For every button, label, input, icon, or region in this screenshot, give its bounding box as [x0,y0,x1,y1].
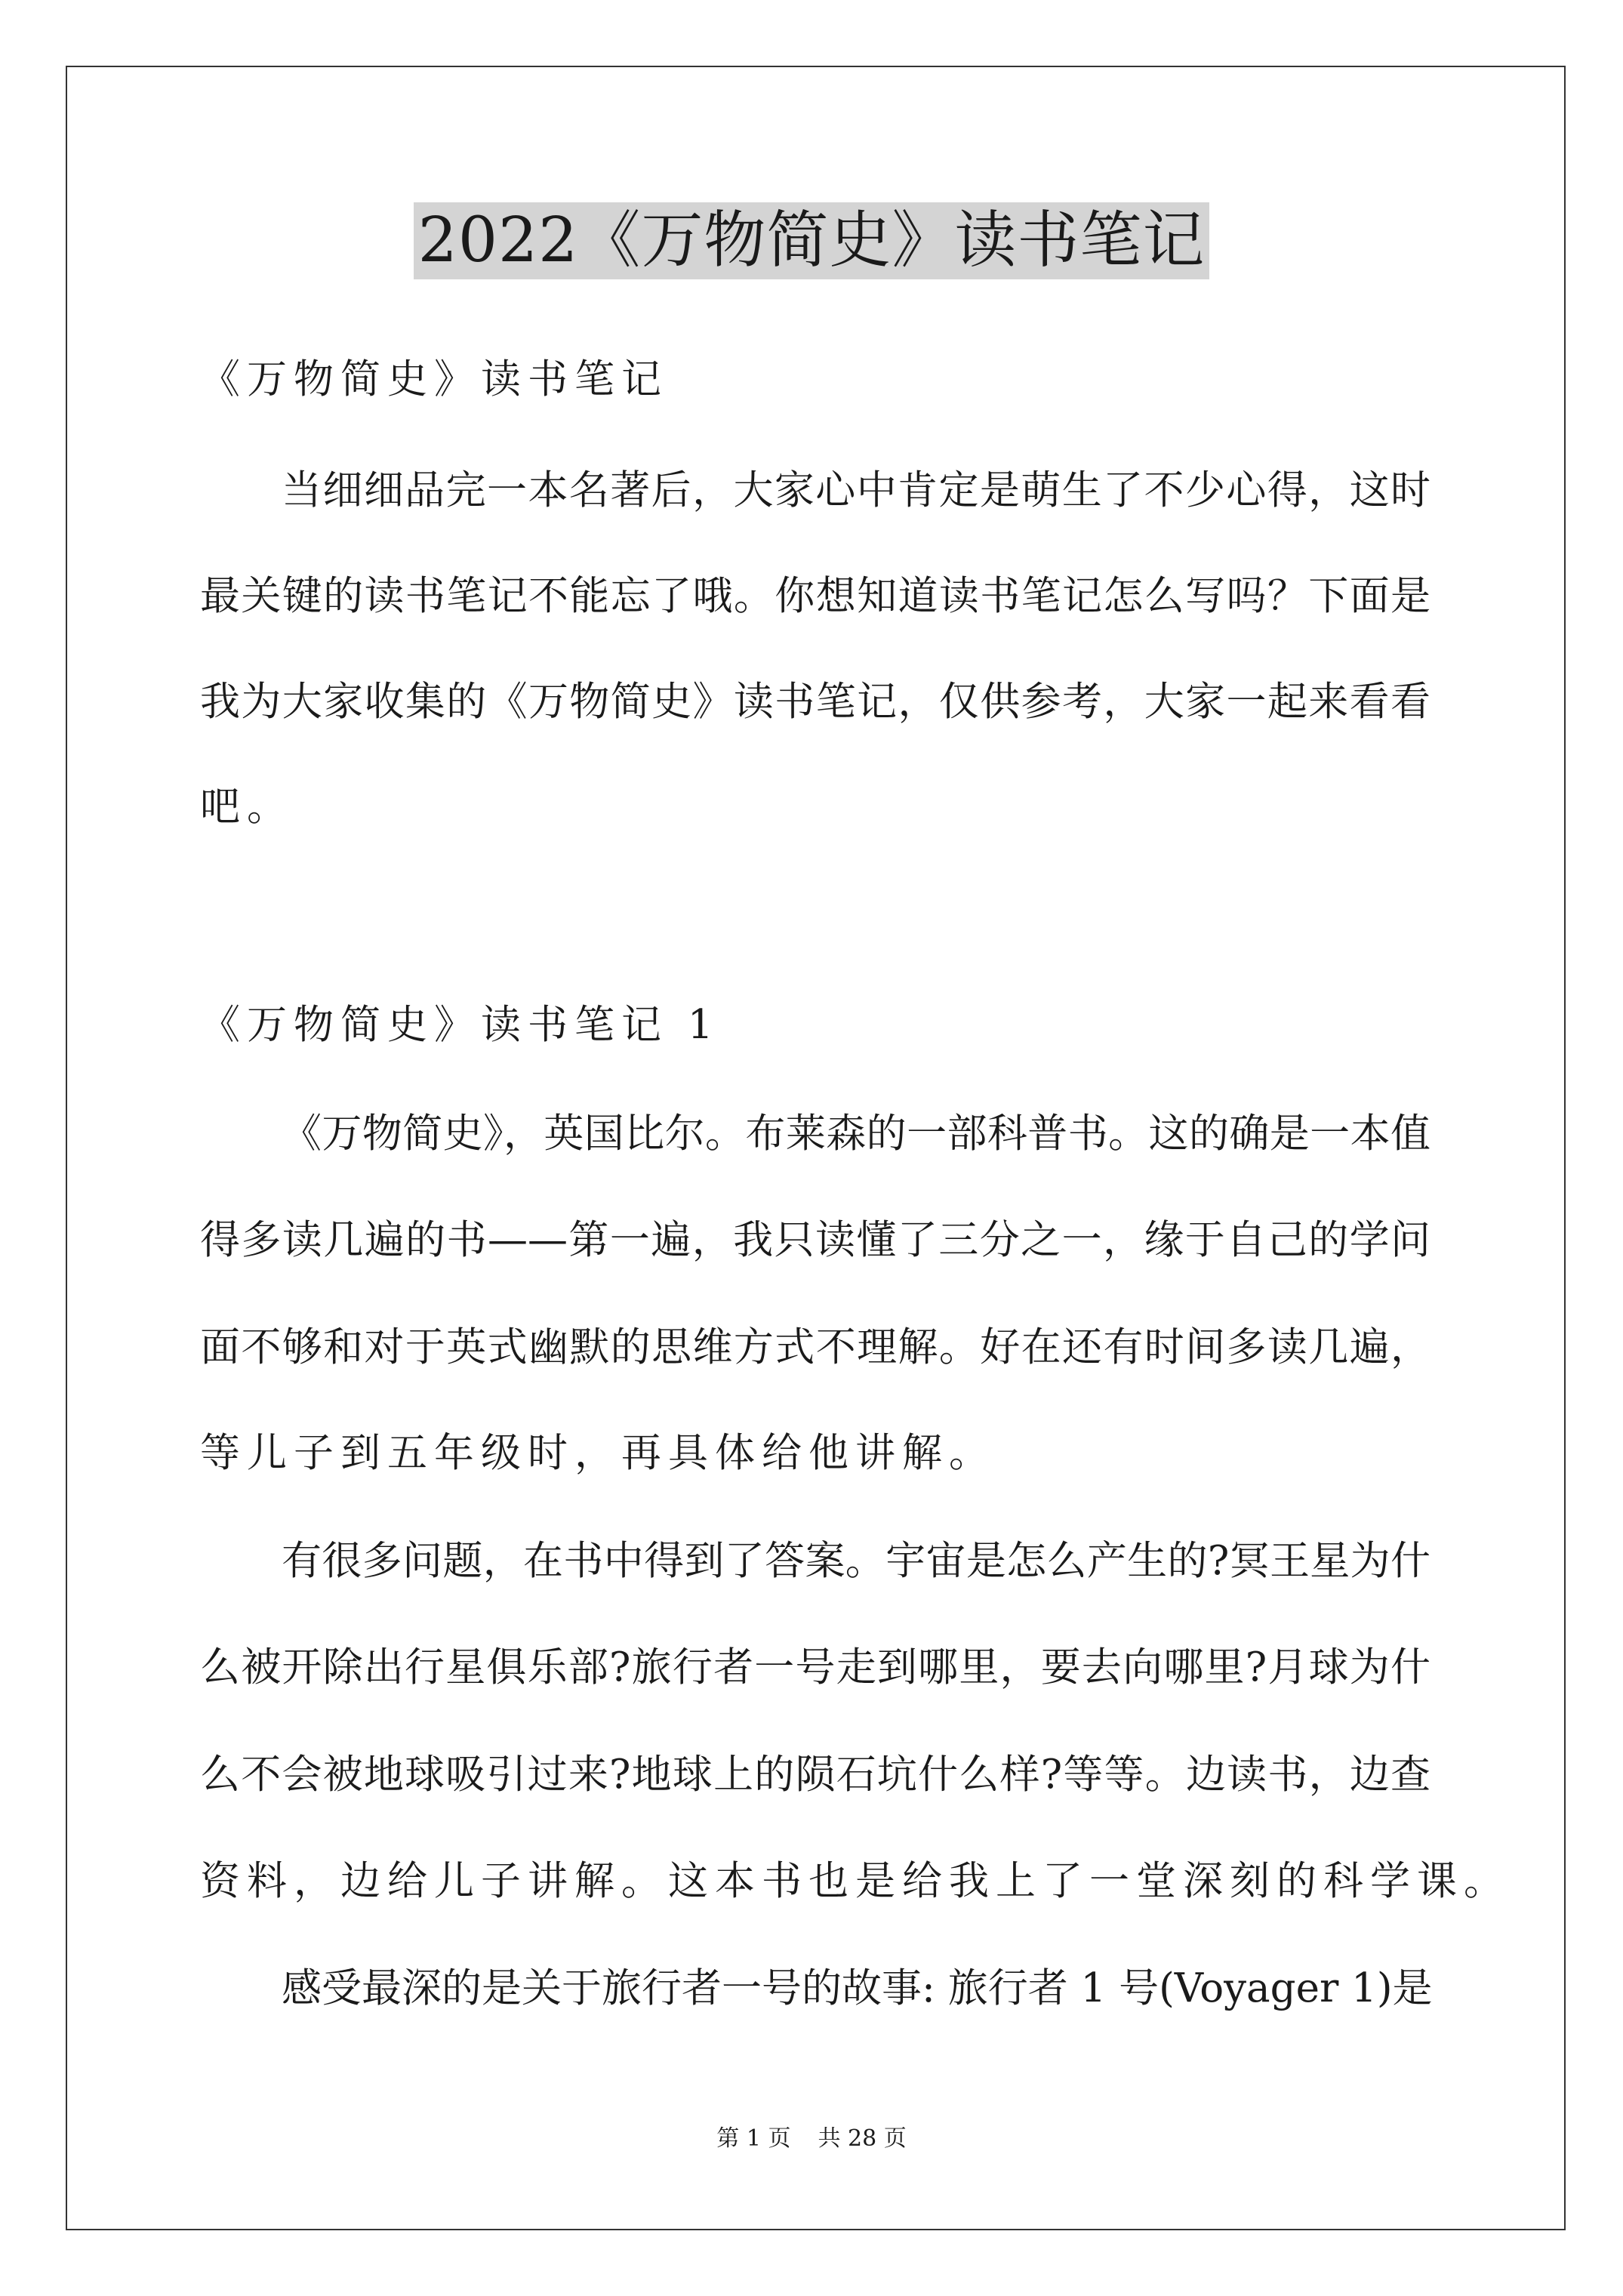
intro-line-4: 吧。 [200,784,294,830]
para3-line-1: 感受最深的是关于旅行者一号的故事: 旅行者 1 号(Voyager 1)是 [282,1965,1433,2011]
total-pages: 共 28 页 [818,2125,907,2152]
page-number: 第 1 页 [716,2125,791,2152]
document-subtitle: 《万物简史》读书笔记 [200,356,668,402]
intro-line-3: 我为大家收集的《万物简史》读书笔记，仅供参考，大家一起来看看 [200,679,1431,725]
para2-line-1: 有很多问题，在书中得到了答案。宇宙是怎么产生的?冥王星为什 [282,1538,1431,1584]
intro-line-2: 最关键的读书笔记不能忘了哦。你想知道读书笔记怎么写吗？下面是 [200,573,1431,619]
para2-line-4: 资料，边给儿子讲解。这本书也是给我上了一堂深刻的科学课。 [200,1858,1511,1904]
para1-line-2: 得多读几遍的书——第一遍，我只读懂了三分之一，缘于自己的学问 [200,1217,1431,1263]
intro-line-1: 当细细品完一本名著后，大家心中肯定是萌生了不少心得，这时 [282,467,1431,513]
document-title: 2022《万物简史》读书笔记 [414,202,1210,279]
para2-line-2: 么被开除出行星俱乐部?旅行者一号走到哪里，要去向哪里?月球为什 [200,1644,1431,1690]
para2-line-3: 么不会被地球吸引过来?地球上的陨石坑什么样?等等。边读书，边查 [200,1752,1431,1798]
page-footer [0,2124,1623,2154]
para1-line-4: 等儿子到五年级时，再具体给他讲解。 [200,1430,996,1476]
para1-line-1: 《万物简史》，英国比尔。布莱森的一部科普书。这的确是一本值 [282,1111,1431,1157]
para1-line-3: 面不够和对于英式幽默的思维方式不理解。好在还有时间多读几遍， [200,1324,1431,1370]
title-container [0,202,1623,279]
section-heading-1: 《万物简史》读书笔记 1 [200,1002,720,1048]
